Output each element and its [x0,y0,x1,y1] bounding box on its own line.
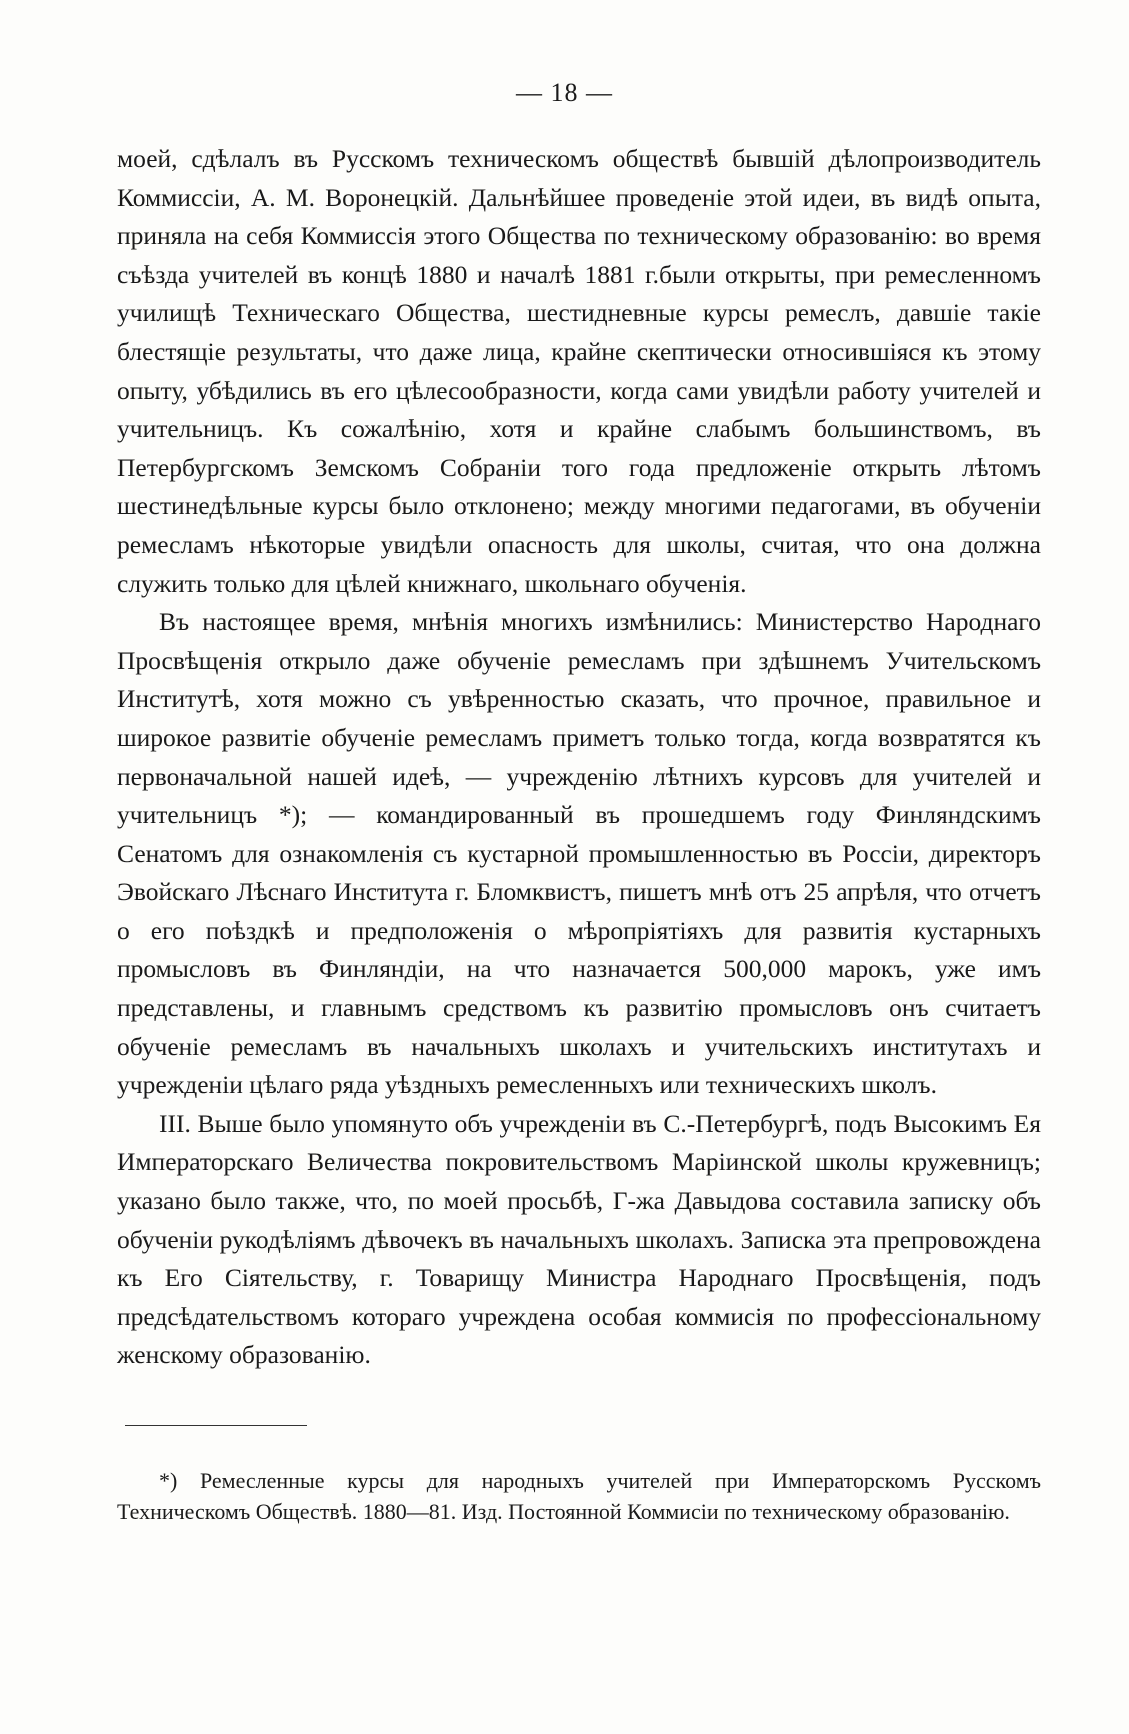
paragraph-2: Въ настоящее время, мнѣнія многихъ измѣнились: Министерство Народнаго Просвѣщенія открыло даже обученіе ремесламъ при здѣшнемъ Учительскомъ Институтѣ, хотя можно съ увѣренностью сказать, что прочное, правильное и широкое развитіе обученіе ремесламъ приметъ только тогда, когда возвратятся къ первоначальной нашей идеѣ, — учрежденію лѣтнихъ курсовъ для учителей и учительницъ *); — командированный въ прошедшемъ году Финляндскимъ Сенатомъ для ознакомленія съ кустарной промышленностью въ Россіи, директоръ Эвойскаго Лѣснаго Института г. Бломквистъ, пишетъ мнѣ отъ 25 апрѣля, что отчетъ о его поѣздкѣ и предположенія о мѣропріятіяхъ для развитія кустарныхъ промысловъ въ Финляндіи, на что назначается 500,000 марокъ, уже имъ представлены, и главнымъ средствомъ къ развитію промысловъ онъ считаетъ обученіе ремесламъ въ начальныхъ школахъ и учительскихъ институтахъ и учрежденіи цѣлаго ряда уѣздныхъ ремесленныхъ или техническихъ школъ. [117,607,1041,1100]
paragraph-1: моей, сдѣлалъ въ Русскомъ техническомъ обществѣ бывшій дѣлопроизводитель Коммиссіи, А. М. Воронецкій. Дальнѣйшее проведеніе этой идеи, въ видѣ опыта, приняла на себя Коммиссія этого Общества по техническому образованію: во время съѣзда учителей въ концѣ 1880 и началѣ 1881 г.были открыты, при ремесленномъ училищѣ Техническаго Общества, шестидневные курсы ремеслъ, давшіе такіе блестящіе результаты, что даже лица, крайне скептически относившіяся къ этому опыту, убѣдились въ его цѣлесообразности, когда сами увидѣли работу учителей и учительницъ. Къ сожалѣнію, хотя и крайне слабымъ большинствомъ, въ Петербургскомъ Земскомъ Собраніи того года предложеніе открыть лѣтомъ шестинедѣльные курсы было отклонено; между многими педагогами, въ обученіи ремесламъ нѣкоторые увидѣли опасность для школы, считая, что она должна служить только для цѣлей книжнаго, школьнаго обученія. [117,144,1041,598]
main-text-block [117,140,1041,1375]
footnote: *) Ремесленные курсы для народныхъ учителей при Императорскомъ Русскомъ Техническомъ Обществѣ. 1880—81. Изд. Постоянной Коммисіи по техническому образованію. [117,1468,1041,1524]
page-number: — 18 — [516,78,613,107]
footnote-divider [125,1425,307,1426]
paragraph-3: III. Выше было упомянуто объ учрежденіи въ С.-Петербургѣ, подъ Высокимъ Ея Императорскаго Величества покровительствомъ Маріинской школы кружевницъ; указано было также, что, по моей просьбѣ, Г-жа Давыдова составила записку объ обученіи рукодѣліямъ дѣвочекъ въ начальныхъ школахъ. Записка эта препровождена къ Его Сіятельству, г. Товарищу Министра Народнаго Просвѣщенія, подъ предсѣдательствомъ котораго учреждена особая коммисія по профессіональному женскому образованію. [117,1108,1041,1370]
